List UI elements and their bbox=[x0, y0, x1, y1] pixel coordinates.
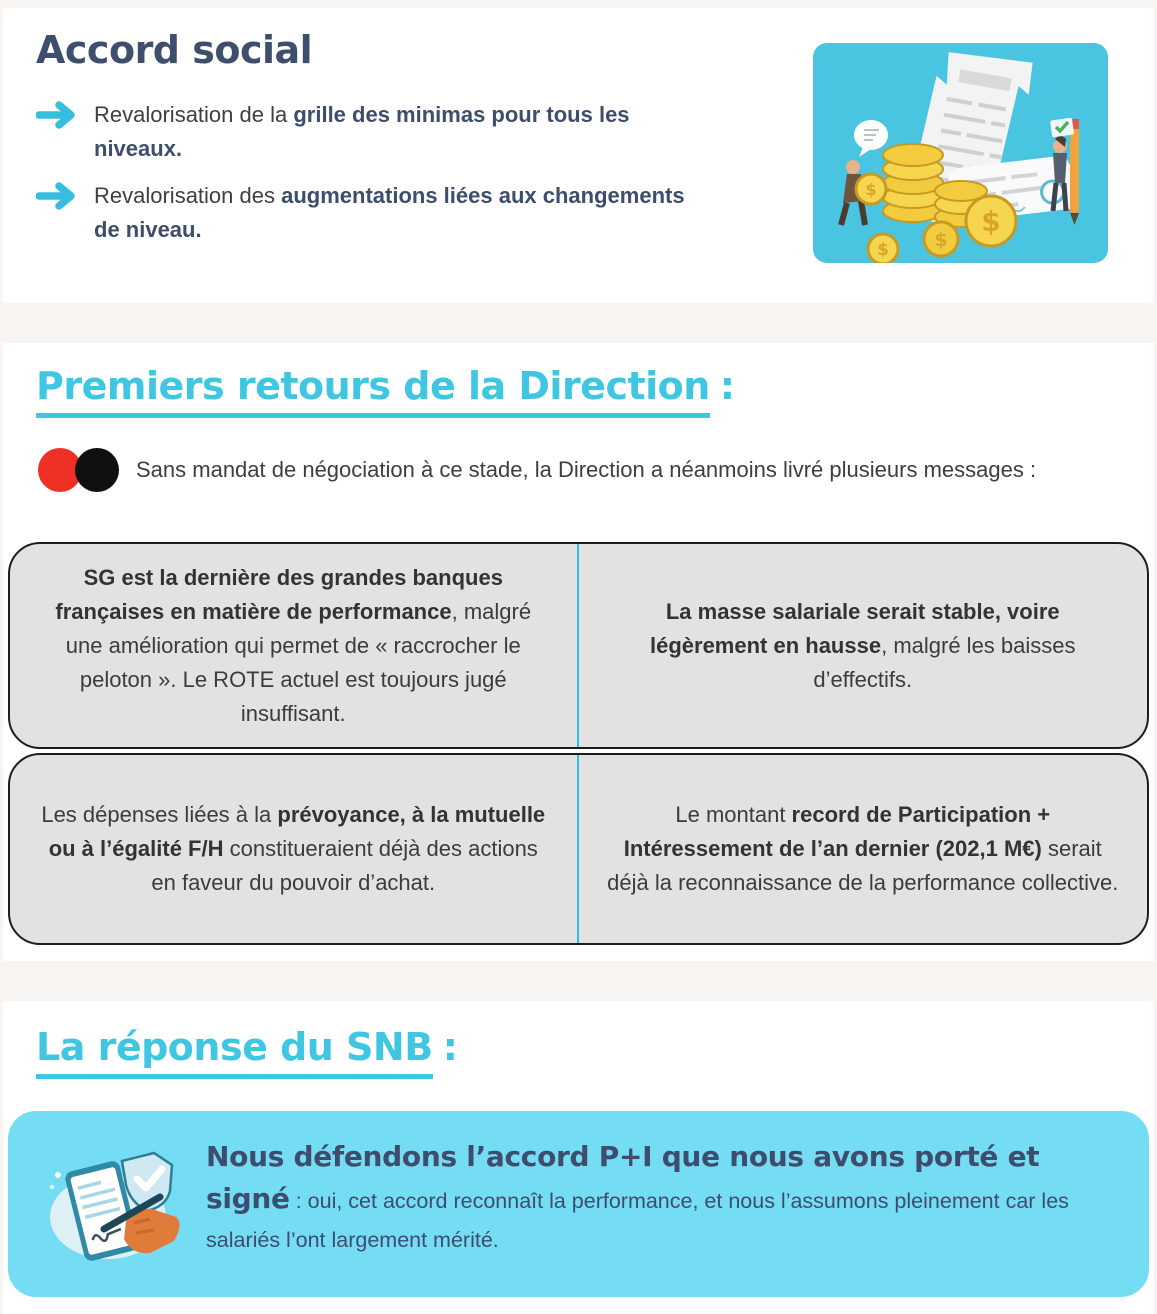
page-title: Accord social bbox=[36, 28, 313, 72]
heading-colon: : bbox=[719, 364, 735, 408]
message-box-1: SG est la dernière des grandes banques françaises en matière de performance, malgré une amélioration qui permet de « raccrocher le peloton ». Le ROTE actuel est toujours jugé insuffisant. bbox=[10, 544, 579, 747]
section-reponse-snb bbox=[3, 1001, 1154, 1314]
money-contract-illustration bbox=[813, 43, 1108, 263]
snb-message-rest: : oui, cet accord reconnaît la performance, et nous l’assumons pleinement car les salariés l’ont largement mérité. bbox=[206, 1189, 1069, 1252]
section-accord-social bbox=[3, 8, 1154, 303]
grid-row bbox=[8, 542, 1149, 749]
bullet-text: Revalorisation de la grille des minimas pour tous les niveaux. bbox=[94, 102, 630, 161]
bullet-text: Revalorisation des augmentations liées aux changements de niveau. bbox=[94, 183, 685, 242]
section-heading bbox=[36, 1025, 1154, 1079]
heading-link[interactable]: Premiers retours de la Direction bbox=[36, 364, 710, 418]
message-box-3: Les dépenses liées à la prévoyance, à la mutuelle ou à l’égalité F/H constitueraient déjà des actions en faveur du pouvoir d’achat. bbox=[10, 755, 579, 943]
black-dot-icon bbox=[75, 448, 119, 492]
grid-row bbox=[8, 753, 1149, 945]
arrow-right-icon bbox=[36, 182, 78, 215]
svg-text:$: $ bbox=[981, 205, 1001, 238]
section-divider bbox=[0, 961, 1157, 1001]
svg-text:$: $ bbox=[934, 229, 948, 251]
message-box-2: La masse salariale serait stable, voire légèrement en hausse, malgré les baisses d’effectifs. bbox=[649, 598, 1076, 692]
message-grid bbox=[8, 542, 1149, 945]
woman-figure bbox=[1050, 118, 1079, 225]
snb-message-panel bbox=[8, 1111, 1149, 1297]
section-heading bbox=[36, 364, 1154, 418]
snb-message-lead: Nous défendons l’accord P+I que nous avons porté et signé bbox=[206, 1140, 1040, 1215]
svg-text:$: $ bbox=[865, 180, 877, 199]
message-box-4: Le montant record de Participation + Intéressement de l’an dernier (202,1 M€) serait déjà la reconnaissance de la performance collective. bbox=[607, 802, 1119, 895]
section-divider bbox=[0, 303, 1157, 343]
intro-row bbox=[38, 448, 1154, 492]
svg-text:$: $ bbox=[877, 240, 889, 260]
signature-tablet-illustration bbox=[42, 1141, 188, 1272]
intro-text: Sans mandat de négociation à ce stade, la Direction a néanmoins livré plusieurs messages : bbox=[136, 457, 1037, 482]
section-premiers-retours bbox=[3, 343, 1154, 961]
heading-colon: : bbox=[442, 1025, 458, 1069]
snb-message bbox=[206, 1137, 1115, 1260]
heading-link[interactable]: La réponse du SNB bbox=[36, 1025, 433, 1079]
arrow-right-icon bbox=[36, 101, 78, 134]
